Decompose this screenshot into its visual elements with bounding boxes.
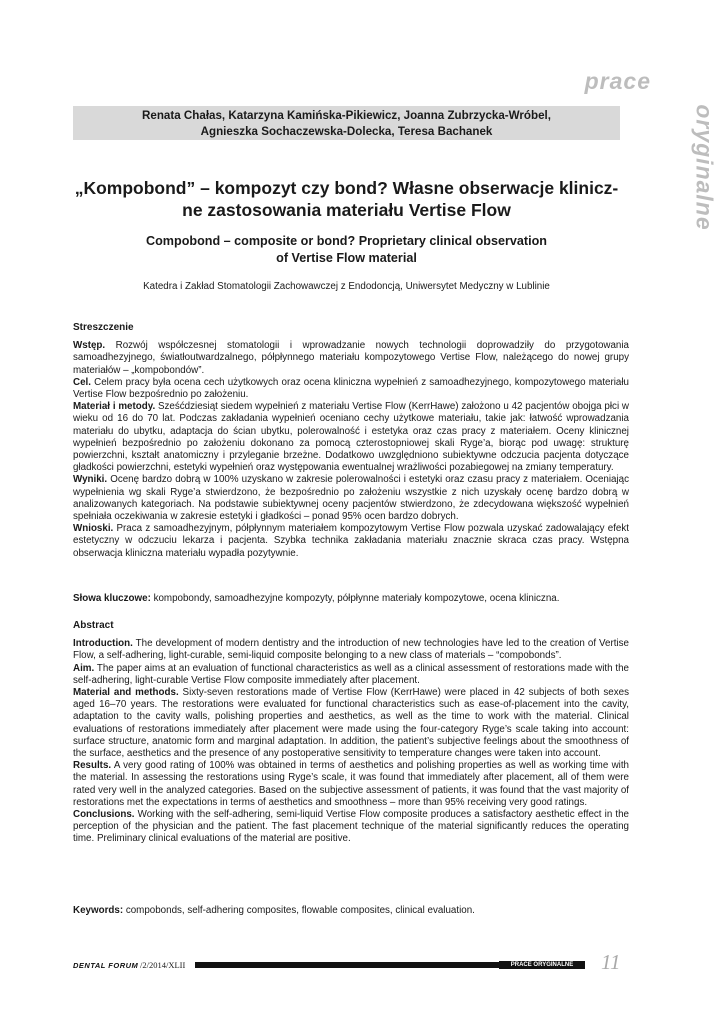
introduction-label: Introduction. xyxy=(73,638,133,650)
abstract-results xyxy=(73,760,629,809)
section-tag-prace: prace xyxy=(584,68,651,94)
metody-label: Materiał i metody. xyxy=(73,401,156,413)
abstract-section xyxy=(73,620,629,846)
wnioski-text: Praca z samoadhezyjnym, półpłynnym materiałem kompozytowym Vertise Flow pozwala uzyskać zadowalający efekt estetyczny w odczuciu lekarza i pacjenta. Szybka technika zakładania materiału znacznie skraca czas pracy. Wstępna obserwacja kliniczna materiału wypadła pozytywnie. xyxy=(73,523,629,559)
cel-label: Cel. xyxy=(73,376,91,388)
page-footer xyxy=(73,950,629,976)
results-label: Results. xyxy=(73,760,112,772)
conclusions-text: Working with the self-adhering, semi-liquid Vertise Flow composite produces a satisfactory aesthetic effect in the perception of the physician and the patient. The fast placement technique of the material significantly reduces the operating time. Preliminary clinical evaluations of the material are positive. xyxy=(73,809,629,845)
affiliation: Katedra i Zakład Stomatologii Zachowawczej z Endodoncją, Uniwersytet Medyczny w Lublinie xyxy=(143,281,550,292)
wyniki-text: Ocenę bardzo dobrą w 100% uzyskano w zakresie polerowalności i estetyki oraz czasu pracy z materiałem. Oceniając wypełnienia wg skali Ryge’a stwierdzono, że bezpośrednio po założeniu wszystkie z nich uzyskały ocenę bardzo dobrą w analizowanych kategoriach. Na podstawie subiektywnej oceny pacjentów stwierdzono, że zdecydowana większość wypełnień spełniała oczekiwania w zakresie estetyki i gładkości – ponad 95% ocen bardzo dobrych. xyxy=(73,474,629,523)
cel-text: Celem pracy była ocena cech użytkowych oraz ocena kliniczna wypełnień z samoadhezyjnego, kompozytowego materiału Vertise Flow bezpośrednio po założeniu. xyxy=(73,376,629,401)
wyniki-label: Wyniki. xyxy=(73,474,108,486)
introduction-text: The development of modern dentistry and the introduction of new technologies have led to the creation of Vertise Flow, a self-adhering, light-curable, semi-liquid composite belonging to a new class of materials – “compobonds”. xyxy=(73,638,629,662)
abstract-methods xyxy=(73,687,629,760)
methods-text: Sixty-seven restorations made of Vertise Flow (KerrHawe) were placed in 42 subjects of both sexes aged 16–70 years. The restorations were evaluated for functional characteristics such as ease-of-placement into the cavity, adaptation to the cavity walls, polishing properties and aesthetics, as well as the time to work with the material. Clinical evaluations of restorations immediately after placement were made using the four-category Ryge’s scale taking into account: surface structure, anatomic form and marginal adaptation. In addition, the patient’s subjective feelings about the smoothness of the surface, aesthetics and the presence of any postoperative sensitivity to temperature changes were taken into account. xyxy=(73,687,629,760)
methods-label: Material and methods. xyxy=(73,687,179,699)
keywords-label: Keywords: xyxy=(73,905,124,916)
slowa-kluczowe-text: kompobondy, samoadhezyjne kompozyty, półpłynne materiały kompozytowe, ocena kliniczna. xyxy=(150,593,560,604)
title-english xyxy=(73,233,620,267)
keywords xyxy=(73,905,629,917)
title-polish xyxy=(73,177,620,221)
authors-line-2: Agnieszka Sochaczewska-Dolecka, Teresa Bachanek xyxy=(200,125,493,138)
wstep-text: Rozwój współczesnej stomatologii i wprowadzanie nowych technologii doprowadziły do przygotowania samoadhezyjnego, światłoutwardzalnego, półpłynnego materiału kompozytowego Vertise Flow, należącego do nowej grupy materiałów – „kompobondów”. xyxy=(73,340,629,376)
slowa-kluczowe-label: Słowa kluczowe: xyxy=(73,593,151,604)
title-english-line-2: of Vertise Flow material xyxy=(276,251,417,265)
wstep-label: Wstęp. xyxy=(73,340,106,352)
abstract-conclusions xyxy=(73,809,629,846)
footer-section-label: PRACE ORYGINALNE xyxy=(499,961,585,969)
conclusions-label: Conclusions. xyxy=(73,809,135,821)
streszczenie-wstep xyxy=(73,340,629,377)
metody-text: Sześćdziesiąt siedem wypełnień z materiału Vertise Flow (KerrHawe) założono u 42 pacjentów obojga płci w wieku od 16 do 70 lat. Podczas zakładania wypełnień oceniano cechy użytkowe materiału, takie jak: łatwość wprowadzania materiału do ubytku, adaptacja do ścian ubytku, polerowalność i estetyka oraz czas pracy z materiałem. Oceny klinicznej wypełnień bezpośrednio po założeniu dokonano za pomocą czterostopniowej skali Ryge’a, biorąc pod uwagę: strukturę powierzchni, kształt anatomiczny i przyleganie brzeżne. Dodatkowo uwzględniono subiektywne odczucia pacjenta dotyczące gładkości powierzchni, estetyki wypełnień oraz występowania ewentualnej wrażliwości pozabiegowej na zmiany temperatury. xyxy=(73,401,629,474)
streszczenie-wyniki xyxy=(73,474,629,523)
aim-label: Aim. xyxy=(73,662,95,674)
authors-line-1: Renata Chałas, Katarzyna Kamińska-Pikiewicz, Joanna Zubrzycka-Wróbel, xyxy=(142,109,551,122)
authors-box xyxy=(73,106,620,140)
page-number: 11 xyxy=(601,950,621,974)
streszczenie-metody xyxy=(73,401,629,474)
abstract-introduction xyxy=(73,638,629,662)
keywords-text: compobonds, self-adhering composites, flowable composites, clinical evaluation. xyxy=(123,905,475,916)
section-tag-oryginalne: oryginalne xyxy=(691,104,717,231)
abstract-heading: Abstract xyxy=(73,620,114,631)
journal-issue: /2/2014/XLII xyxy=(140,960,186,970)
wnioski-label: Wnioski. xyxy=(73,523,114,535)
streszczenie-wnioski xyxy=(73,523,629,560)
title-polish-line-2: ne zastosowania materiału Vertise Flow xyxy=(182,200,511,220)
streszczenie-heading: Streszczenie xyxy=(73,322,134,333)
aim-text: The paper aims at an evaluation of functional characteristics as well as a clinical assessment of restorations made with the self-adhering, light-curable Vertise Flow composite immediately after placement. xyxy=(73,662,629,686)
streszczenie-cel xyxy=(73,377,629,401)
streszczenie-section xyxy=(73,322,629,560)
title-polish-line-1: „Kompobond” – kompozyt czy bond? Własne obserwacje klinicz- xyxy=(74,178,619,198)
results-text: A very good rating of 100% was obtained in terms of aesthetics and polishing properties as well as working time with the material. In assessing the restorations using Ryge’s scale, it was found that immediately after placement, all of them were rated very well in the analyzed categories. Based on the subjective assessment of patients, it was found that the vast majority of restorations met the expectations in terms of aesthetics and smoothness – more than 95% receiving very good ratings. xyxy=(73,760,629,808)
abstract-aim xyxy=(73,663,629,687)
title-english-line-1: Compobond – composite or bond? Proprietary clinical observation xyxy=(146,234,547,248)
slowa-kluczowe xyxy=(73,593,629,605)
journal-logo: DENTAL FORUM xyxy=(73,961,139,970)
